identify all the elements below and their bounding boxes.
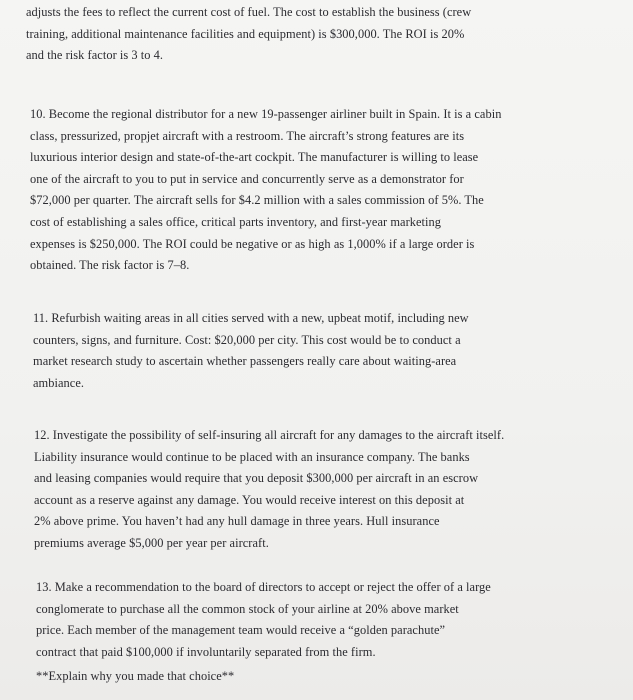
intro-paragraph — [26, 2, 471, 67]
text-line: adjusts the fees to reflect the current cost of fuel. The cost to establish the business (crew — [26, 5, 472, 19]
text-line: counters, signs, and furniture. Cost: $20,000 per city. This cost would be to conduct a — [33, 332, 461, 347]
text-line: market research study to ascertain whether passengers really care about waiting-area — [33, 354, 457, 369]
item-10-paragraph — [30, 104, 501, 277]
text-line: class, pressurized, propjet aircraft with a restroom. The aircraft’s strong features are its — [30, 128, 465, 143]
text-line: premiums average $5,000 per year per aircraft. — [34, 535, 269, 550]
text-line: expenses is $250,000. The ROI could be negative or as high as 1,000% if a large order is — [30, 236, 475, 251]
text-line: 10. Become the regional distributor for a new 19-passenger airliner built in Spain. It is a cabin — [30, 107, 502, 121]
text-line: obtained. The risk factor is 7–8. — [30, 258, 190, 273]
text-line: account as a reserve against any damage. You would receive interest on this deposit at — [34, 492, 465, 507]
text-line: Liability insurance would continue to be placed with an insurance company. The banks — [34, 449, 470, 464]
text-line: 13. Make a recommendation to the board of directors to accept or reject the offer of a large — [36, 580, 491, 594]
text-line: conglomerate to purchase all the common stock of your airline at 20% above market — [36, 601, 459, 616]
text-line: 11. Refurbish waiting areas in all cities served with a new, upbeat motif, including new — [33, 311, 469, 325]
text-line: ambiance. — [33, 375, 85, 390]
text-line: price. Each member of the management team would receive a “golden parachute” — [36, 623, 446, 638]
item-12-paragraph — [34, 425, 504, 555]
text-line: one of the aircraft to you to put in service and concurrently serve as a demonstrator for — [30, 171, 464, 186]
text-line: cost of establishing a sales office, critical parts inventory, and first-year marketing — [30, 214, 442, 229]
explain-choice-note: **Explain why you made that choice** — [36, 669, 235, 684]
text-line: training, additional maintenance facilities and equipment) is $300,000. The ROI is 20% — [26, 26, 465, 41]
text-line: and the risk factor is 3 to 4. — [26, 48, 164, 63]
text-line: contract that paid $100,000 if involuntarily separated from the firm. — [36, 644, 376, 659]
text-line: 2% above prime. You haven’t had any hull damage in three years. Hull insurance — [34, 514, 440, 529]
text-line: 12. Investigate the possibility of self-insuring all aircraft for any damages to the aircraft itself. — [34, 428, 505, 442]
text-line: luxurious interior design and state-of-the-art cockpit. The manufacturer is willing to lease — [30, 150, 479, 165]
item-11-paragraph — [33, 308, 469, 394]
text-line: and leasing companies would require that you deposit $300,000 per aircraft in an escrow — [34, 471, 479, 486]
item-13-paragraph — [36, 577, 491, 688]
text-line: $72,000 per quarter. The aircraft sells for $4.2 million with a sales commission of 5%. The — [30, 193, 484, 208]
